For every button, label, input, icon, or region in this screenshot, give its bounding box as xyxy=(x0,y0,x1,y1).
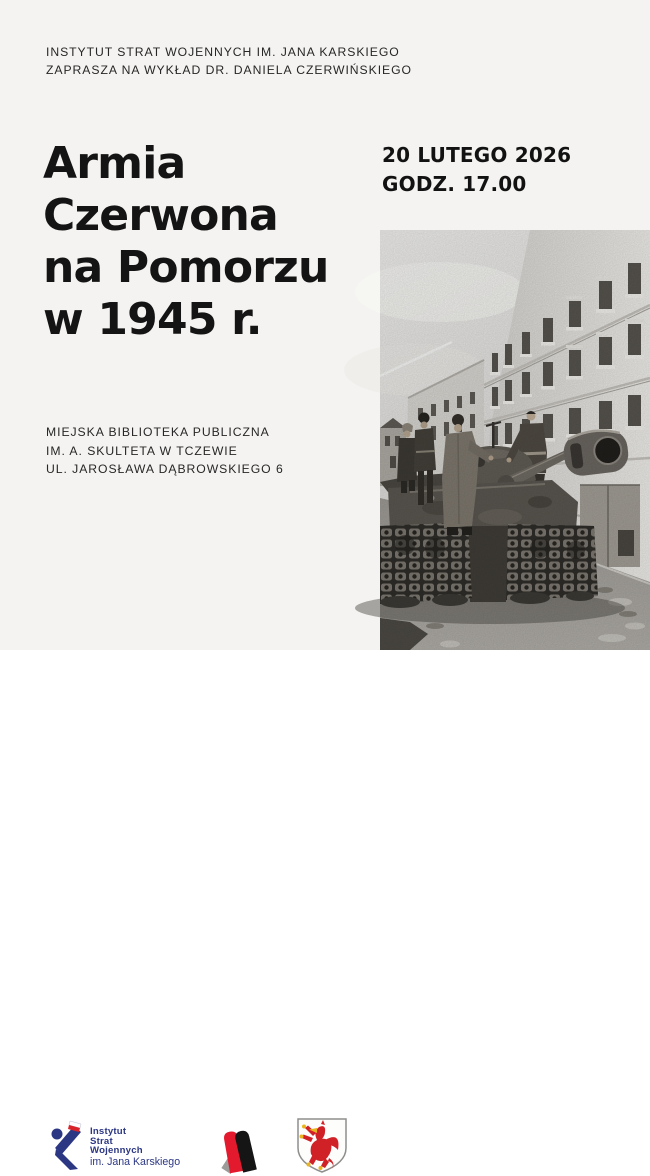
organizer-line-2: ZAPRASZA NA WYKŁAD DR. DANIELA CZERWIŃSKIEGO xyxy=(46,62,412,77)
organizer-header xyxy=(46,44,412,79)
leaning-books-library-logo-icon xyxy=(213,1125,265,1175)
tank-photo-illustration xyxy=(380,230,650,650)
venue-block xyxy=(46,423,284,479)
title-line: Armia xyxy=(43,138,186,189)
venue-line-2: IM. A. SKULTETA W TCZEWIE xyxy=(46,443,238,458)
isw-subtitle: im. Jana Karskiego xyxy=(90,1155,181,1168)
isw-logo-text xyxy=(90,1118,180,1168)
tczew-red-griffin-crest-icon xyxy=(295,1116,349,1176)
isw-name-line: Wojennych xyxy=(90,1145,143,1157)
event-date: 20 LUTEGO 2026 xyxy=(382,143,572,167)
venue-line-1: MIEJSKA BIBLIOTEKA PUBLICZNA xyxy=(46,425,270,439)
title-line: w 1945 r. xyxy=(43,294,262,345)
lecture-title xyxy=(43,138,329,346)
organizer-line-1: INSTYTUT STRAT WOJENNYCH IM. JANA KARSKIEGO xyxy=(46,45,400,59)
isw-name-line: Instytut xyxy=(90,1126,127,1137)
title-line: na Pomorzu xyxy=(43,242,329,293)
isw-logo xyxy=(50,1118,180,1170)
event-time: GODZ. 17.00 xyxy=(382,172,527,196)
isw-name-line: Strat xyxy=(90,1135,113,1147)
historical-photo xyxy=(380,230,650,650)
isw-karski-logomark-icon xyxy=(50,1118,84,1170)
venue-line-3: UL. JAROSŁAWA DĄBROWSKIEGO 6 xyxy=(46,462,284,477)
partner-logos-row xyxy=(0,555,380,1168)
event-datetime xyxy=(382,141,571,199)
title-line: Czerwona xyxy=(43,190,278,241)
